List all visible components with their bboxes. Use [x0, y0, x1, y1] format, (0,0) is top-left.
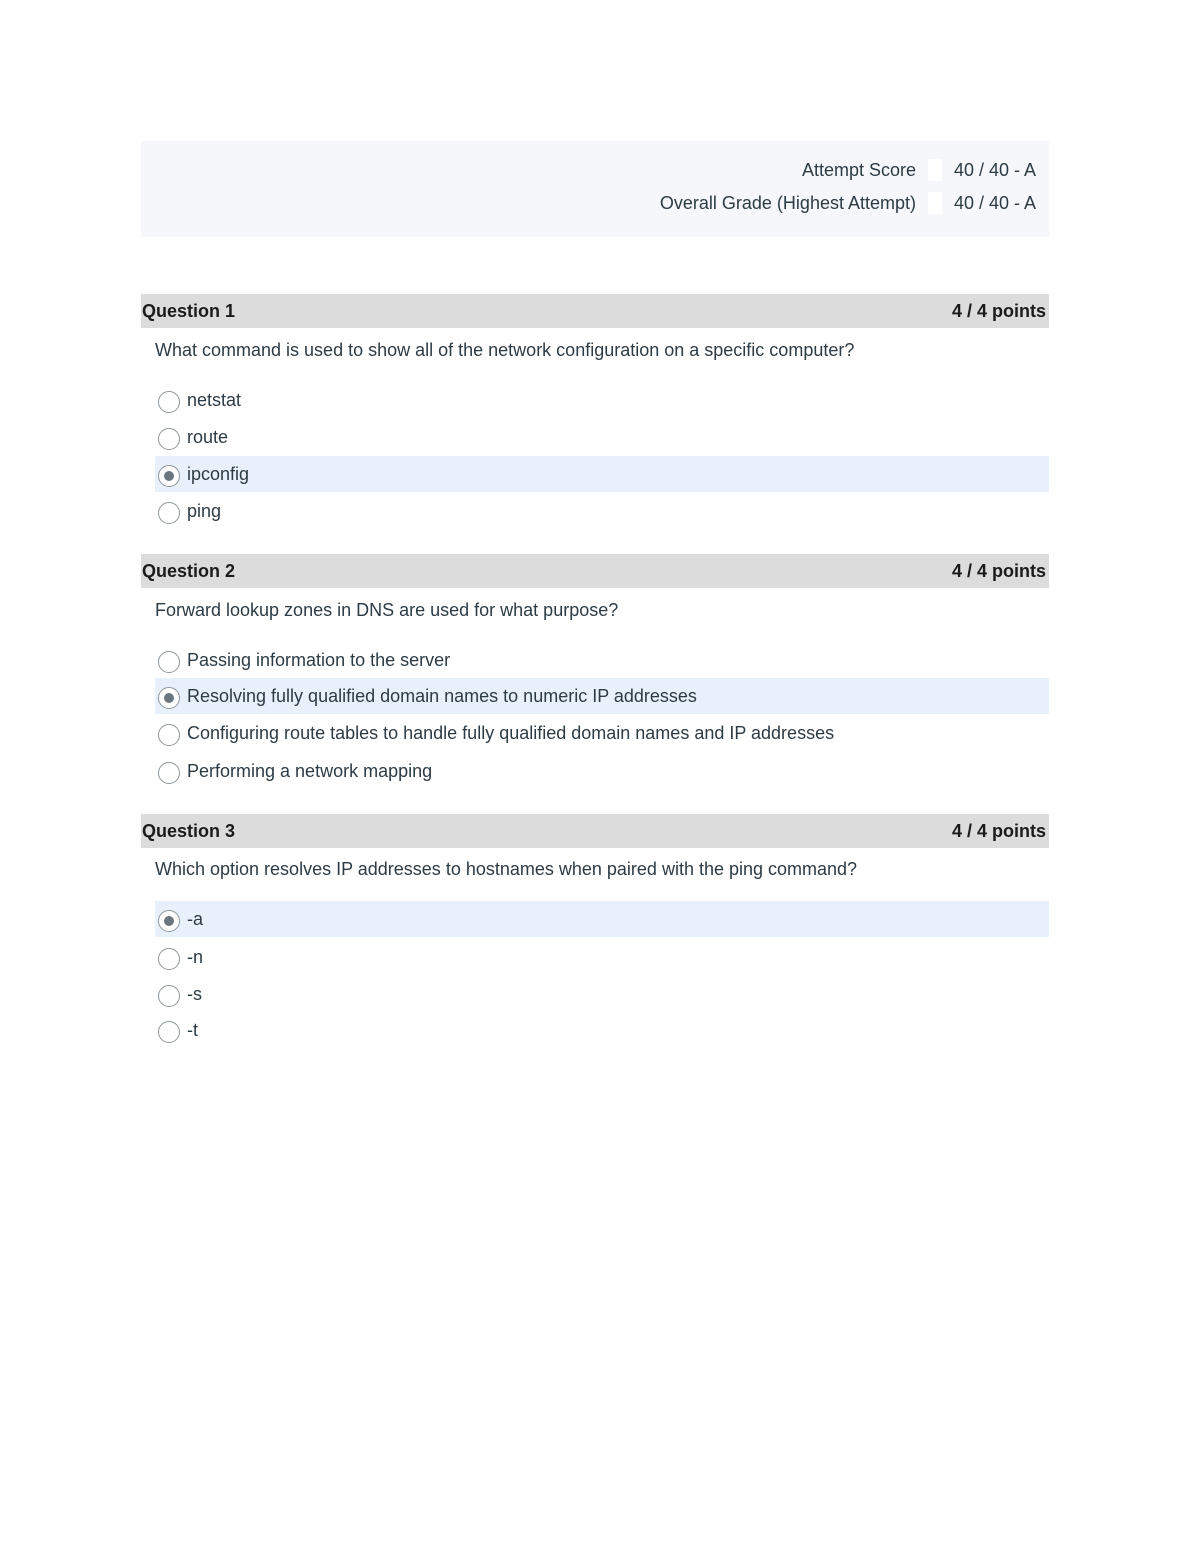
question-1-option-4[interactable] — [155, 493, 1049, 529]
radio-button-icon[interactable] — [158, 651, 180, 673]
option-label: route — [187, 426, 229, 447]
question-2-text: Forward lookup zones in DNS are used for what purpose? — [155, 600, 619, 620]
overall-grade-value: 40 / 40 - A — [954, 192, 1037, 213]
radio-button-selected-icon[interactable] — [158, 687, 180, 709]
question-2-option-3[interactable] — [155, 715, 1049, 751]
question-3-option-4[interactable] — [155, 1012, 1049, 1048]
question-points: 4 / 4 points — [951, 820, 1046, 841]
overall-grade-row — [660, 190, 1046, 216]
radio-button-icon[interactable] — [158, 724, 180, 746]
option-label: Configuring route tables to handle fully qualified domain names and IP addresses — [187, 722, 835, 743]
radio-button-icon[interactable] — [158, 391, 180, 413]
radio-button-icon[interactable] — [158, 762, 180, 784]
radio-button-icon[interactable] — [158, 948, 180, 970]
question-3-option-1[interactable] — [155, 901, 1049, 937]
question-3-text: Which option resolves IP addresses to hostnames when paired with the ping command? — [155, 859, 858, 879]
question-3-header — [141, 814, 1049, 848]
attempt-score-row — [802, 157, 1046, 183]
option-label: netstat — [187, 389, 242, 410]
question-1-text: What command is used to show all of the network configuration on a specific computer? — [155, 340, 855, 360]
attempt-score-value: 40 / 40 - A — [954, 159, 1037, 180]
attempt-score-label: Attempt Score — [801, 159, 916, 180]
question-3-option-3[interactable] — [155, 976, 1049, 1012]
question-title: Question 1 — [142, 300, 236, 321]
option-label: -s — [187, 983, 202, 1004]
option-label: -a — [187, 908, 204, 929]
option-label: Passing information to the server — [187, 649, 451, 670]
question-2-header — [141, 554, 1049, 588]
question-title: Question 2 — [142, 560, 236, 581]
option-label: ipconfig — [187, 463, 250, 484]
question-1-option-3[interactable] — [155, 456, 1049, 492]
radio-button-icon[interactable] — [158, 502, 180, 524]
question-1-header — [141, 294, 1049, 328]
question-2-option-1[interactable] — [155, 642, 1049, 678]
radio-button-icon[interactable] — [158, 985, 180, 1007]
option-label: ping — [187, 500, 222, 521]
radio-button-icon[interactable] — [158, 428, 180, 450]
option-label: -n — [187, 946, 204, 967]
option-label: Performing a network mapping — [187, 760, 433, 781]
option-label: -t — [187, 1019, 198, 1040]
score-summary-panel — [141, 141, 1049, 237]
radio-button-selected-icon[interactable] — [158, 910, 180, 932]
radio-button-icon[interactable] — [158, 1021, 180, 1043]
question-2-option-4[interactable] — [155, 753, 1049, 789]
question-points: 4 / 4 points — [951, 560, 1046, 581]
question-2-option-2[interactable] — [155, 678, 1049, 714]
question-points: 4 / 4 points — [951, 300, 1046, 321]
question-3-option-2[interactable] — [155, 939, 1049, 975]
radio-button-selected-icon[interactable] — [158, 465, 180, 487]
option-label: Resolving fully qualified domain names to numeric IP addresses — [187, 685, 697, 706]
question-1-option-2[interactable] — [155, 419, 1049, 455]
question-title: Question 3 — [142, 820, 236, 841]
question-1-option-1[interactable] — [155, 382, 1049, 418]
overall-grade-label: Overall Grade (Highest Attempt) — [659, 192, 916, 213]
